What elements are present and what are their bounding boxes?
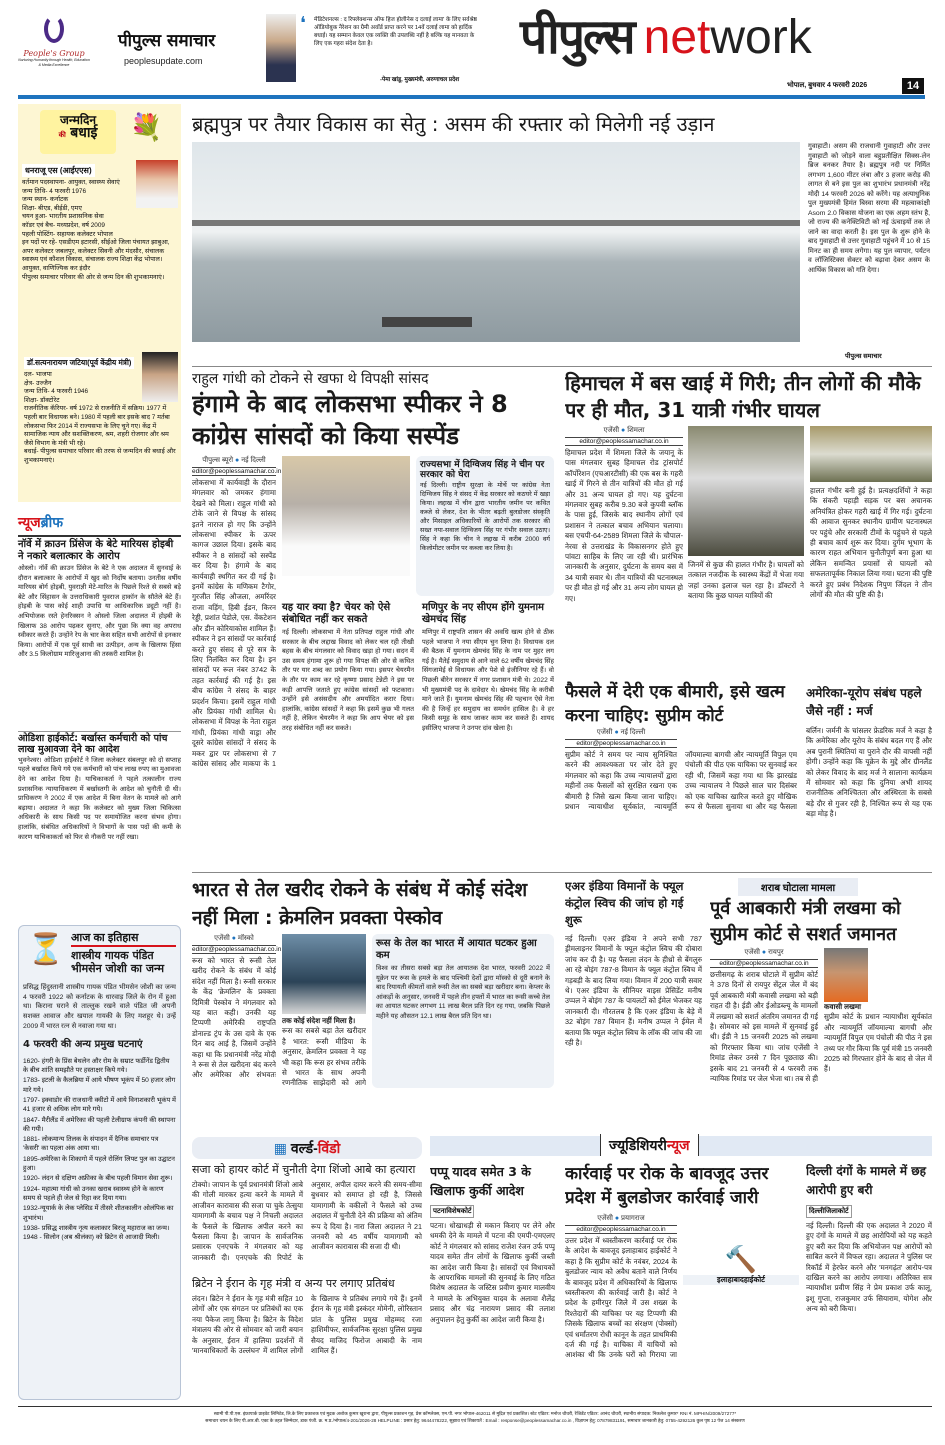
judiciary-logo-text: इलाहाबादहाईकोर्ट xyxy=(683,1275,799,1285)
header-rule xyxy=(18,95,925,99)
person2-name: डॉ.सत्यनारायण जटिया(पूर्व केंद्रीय मंत्री) xyxy=(24,357,134,369)
himachal-body-3: हालत गंभीर बनी हुई है। प्रत्यक्षदर्शियों ने कहा कि संकरी पहाड़ी सड़क पर बस अचानक अनियंत्रित होकर गहरी खाई में गिर गई। दुर्घटना की आवाज सुनकर स्थानीय ग्रामीण घटनास्थल पर पहुंचे और सरकारी टीमों के पहुंचने से पहले ही बचाव कार्य शुरू कर दिया। दुर्गम भूभाग के कारण राहत अभियान चुनौतीपूर्ण बना हुआ था लेकिन समन्वित प्रयासों से घायलों को सफलतापूर्वक निकाल लिया गया। घटना की पुष्टि करते हुए प्रबंध निदेशक निपुण जिंदल ने तीन लोगों की मौत की पुष्टि की है। xyxy=(810,486,932,600)
judiciary-body: उत्तर प्रदेश में ध्वस्तीकरण कार्रवाई पर रोक के आदेश के बावजूद इलाहाबाद हाईकोर्ट ने कहा है कि सुप्रीम कोर्ट के नवंबर, 2024 के बुलडोजर न्याय को अवैध बताने वाले निर्णय के बावजूद प्रदेश में अधिकारियों के खिलाफ ध्वस्तीकरण की कार्रवाई जारी है। कोर्ट ने प्रदेश के हमीरपुर जिले में उस शख्स के रिश्तेदारों की याचिका पर यह टिप्पणी की जिसके खिलाफ बच्चों का संरक्षण (पोक्सो) एवं धर्मांतरण रोधी कानून के तहत प्राथमिकी दर्ज की गई है। याचिका में याचियों को आशंका थी कि उनके घरों को गिराया जा xyxy=(565,1236,677,1360)
pappu-body: पटना। धोखाधड़ी से मकान किराए पर लेने और धमकी देने के मामले में पटना की एमपी-एमएलए कोर्ट ने मंगलवार को सांसद राजेश रंजन उर्फ पप्पू यादव समेत तीन लोगों के खिलाफ कुर्की जब्ती का आदेश जारी किया है। सांसदों एवं विधायकों के आपराधिक मामलों की सुनवाई के लिए गठित विशेष अदालत के जस्टिस प्रवीण कुमार मालवीय ने मामले के अभियुक्त यादव के अलावा शैलेंद्र प्रसाद और चंद्र नारायण प्रसाद की तलाश अनुपालन हेतु कुर्की का आदेश जारी किया है। xyxy=(430,1221,555,1324)
lead-headline: ब्रह्मपुत्र पर तैयार विकास का सेतु : असम की रफ्तार को मिलेगी नई उड़ान xyxy=(192,112,715,136)
masthead-hindi: पीपुल्स xyxy=(520,9,634,65)
byline-place: मॉस्को xyxy=(237,935,254,942)
us-europe-headline: अमेरिका-यूरोप संबंध पहले जैसे नहीं : मर्ज xyxy=(806,686,922,718)
digvijay-title: राज्यसभा में दिग्विजय सिंह ने चीन पर सरकार को घेरा xyxy=(420,460,545,481)
oil-import-body: विश्व का तीसरा सबसे बड़ा तेल आयातक देश भारत, फरवरी 2022 में यूक्रेन पर रूस के हमले के बाद पश्चिमी देशों द्वारा मॉस्को से दूरी बनाने के बाद रियायती कीमतों वाले रूसी तेल का सबसे बड़ा खरीदार बना। केप्लर के आंकड़ों के अनुसार, जनवरी में पहले तीन हफ्तों में भारत का रूसी कच्चे तेल का आयात घटकर लगभग 11 लाख बैरल प्रति दिन रह गया, जबकि पिछले महीने यह औसतन 12.1 लाख बैरल प्रति दिन था। xyxy=(376,965,550,1020)
history-event: 1620- हंगरी के प्रिंस बेथलेन और रोम के सम्राट फर्डीनेंड द्वितीय के बीच शांति समझौते पर हस्ताक्षर किये गये। xyxy=(23,1057,170,1075)
oil-tanker-photo xyxy=(282,934,366,1014)
birthday-box xyxy=(18,104,181,502)
person1-photo xyxy=(136,160,178,208)
birthday-title-1: जन्मदिन xyxy=(59,113,97,127)
history-event: 1797- इक्वाडोर की राजधानी क्वीटो में आये विनाशकारी भूकंप में 41 हजार से अधिक लोग मारे गये। xyxy=(23,1096,176,1114)
footer-imprint xyxy=(18,1410,932,1424)
himachal-byline: एजेंसी ● शिमला xyxy=(603,427,645,434)
bridge-photo xyxy=(192,142,800,342)
iran-sanctions-title: ब्रिटेन ने ईरान के गृह मंत्री व अन्य पर लगाए प्रतिबंध xyxy=(192,1277,395,1290)
history-event: 1847- मैरीलैंड में अमेरिका की पहली टेलीग्राफ कंपनी की स्थापना की गयी। xyxy=(23,1116,176,1133)
masthead-net: net xyxy=(643,11,711,64)
label-part2: न्यूज xyxy=(666,1137,690,1153)
air-india-body: नई दिल्ली। एअर इंडिया ने अपने सभी 787 ड्रीमलाइनर विमानों के फ्यूल कंट्रोल स्विच की दोबारा जांच कर दी है। यह फैसला लंदन के हीथ्रो से बेंगलुरु आ रहे बोइंग 787-8 विमान के फ्यूल कंट्रोल स्विच में गड़बड़ी के बाद लिया गया। विमान में 200 यात्री सवार थे। एअर इंडिया के सीनियर वाइस प्रेसिडेंट मनीष उप्पल ने बोइंग 787 के पायलटों को ईमेल भेजकर यह जानकारी दी। गौरतलब है कि एअर इंडिया के बेड़े में 32 बोइंग 787 विमान हैं। मनीष उप्पल ने ईमेल में बताया कि फ्यूल कंट्रोल स्विच के लॉक की जांच की जा रही है। xyxy=(565,934,702,1048)
history-title: शास्त्रीय गायक पंडित भीमसेन जोशी का जन्म xyxy=(71,949,165,975)
digvijay-sidebar xyxy=(416,456,554,596)
russia-body: रूस को भारत से रूसी तेल खरीद रोकने के संबंध में कोई संदेश नहीं मिला है। रूसी सरकार के केंद्र 'क्रेमलिन' के प्रवक्ता दिमित्री पेस्कोव ने मंगलवार को यह बात कही। उनकी यह टिप्पणी अमेरिकी राष्ट्रपति डोनाल्ड ट्रंप के उस दावे के एक दिन बाद आई है, जिसमें उन्होंने कहा था कि प्रधानमंत्री नरेंद्र मोदी ने रूस से तेल खरीदना बंद करने और अमेरिका और संभवतः xyxy=(192,956,276,1080)
rahul-kicker: राहुल गांधी को टोकने से खफा थे विपक्षी सांसद xyxy=(192,371,429,387)
history-body: प्रसिद्ध हिंदुस्तानी शास्त्रीय गायक पंडित भीमसेन जोशी का जन्म 4 फरवरी 1922 को कर्नाटक के धारवाड़ जिले के रोन में हुआ था। किराना घराने से ताल्लुक रखने वाले पंडित जी अपनी सशक्त आवाज और खयाल गायकी के लिए मशहूर थे। उन्हें 2009 में भारत रत्न से नवाजा गया था। xyxy=(23,984,176,1030)
byline-agency: एजेंसी xyxy=(603,427,620,434)
iran-sanctions-body: लंदन। ब्रिटेन ने ईरान के गृह मंत्री सहित 10 लोगों और एक संगठन पर प्रतिबंधों का एक नया पैकेज लागू किया है। ब्रिटेन के विदेश मंत्रालय की ओर से सोमवार को जारी बयान के अनुसार, ईरान में हालिया प्रदर्शनों में 'मानवाधिकारों के उल्लंघन' में शामिल लोगों के खिलाफ ये प्रतिबंध लगाये गये हैं। इनमें ईरान के गृह मंत्री इस्कंदर मोमेनी, लोरिस्तान प्रांत के पुलिस प्रमुख मोहम्मद रजा हाशिमीफर, सार्वजनिक सुरक्षा पुलिस प्रमुख सैयद माजिद फिरोज आबादी के नाम शामिल हैं। xyxy=(192,1294,422,1356)
rahul-email: editor@peoplessamachar.co.in xyxy=(192,468,282,475)
judiciary-byline: एजेंसी ● प्रयागराज xyxy=(597,1215,645,1222)
world-window-label xyxy=(192,1137,422,1159)
person2-block xyxy=(24,352,178,466)
judiciary-email: editor@peoplessamachar.co.in xyxy=(565,1225,677,1234)
himachal-headline: हिमाचल में बस खाई में गिरी; तीन लोगों की मौके पर ही मौत, 31 यात्री गंभीर घायल xyxy=(565,371,921,422)
birthday-title-2: की xyxy=(58,132,66,139)
pappu-story xyxy=(430,1162,555,1402)
bus-crash-photo-2 xyxy=(810,426,932,482)
divider xyxy=(192,872,932,873)
label-part2: ब्रीफ xyxy=(40,514,64,530)
peoples-group-logo xyxy=(18,15,90,85)
liquor-story xyxy=(710,878,932,1132)
brief1-title: नॉर्वे में क्राउन प्रिंसेज के बेटे मारियस होइबी ने नकारे बलात्कार के आरोप xyxy=(18,535,181,562)
delhi-riots-kicker: दिल्लीजिलाकोर्ट xyxy=(806,1205,852,1218)
russia-byline: एजेंसी ● मॉस्को xyxy=(214,935,254,942)
label-part2: विंडो xyxy=(317,1140,341,1156)
oil-import-title: रूस के तेल का भारत में आयात घटकर हुआ कम xyxy=(376,938,537,961)
russia-headline: भारत से तेल खरीद रोकने के संबंध में कोई संदेश नहीं मिला : क्रेमलिन प्रवक्ता पेस्कोव xyxy=(192,879,528,929)
page-number: 14 xyxy=(902,78,924,94)
label-part1: ज्यूडिशियरी xyxy=(609,1137,667,1153)
brief2-body: भुवनेश्वर। ओडिशा हाईकोर्ट ने जिला कलेक्टर संबलपुर को दो सप्ताह पहले बर्खास्त किये गये एक कर्मचारी को पांच लाख रुपए का मुआवजा देने का आदेश दिया है। याचिकाकर्ता ने पहले तत्कालीन राज्य प्रशासनिक न्यायाधिकरण में बर्खास्तगी के आदेश को चुनौती दी थी। प्राधिकरण ने 2002 में एक आदेश में बिना वेतन के मामले को आगे बढ़ाया। अदालत ने कहा कि कलेक्टर को मुख्य जिला चिकित्सा अधिकारी के साथ किसी पद पर समायोजित करना संभव होगा। हालांकि, संबंधित अधिकारियों ने विभागों के पास पदों की कमी के कारण याचिकाकर्ता को फिर से नौकरी पर नहीं रखा। xyxy=(18,756,181,841)
header xyxy=(0,0,945,95)
history-event: 1932-न्यूयार्क के लेक प्लेसिड में तीसरे शीतकालीन ओलंपिक का शुभारंभ। xyxy=(23,1205,174,1222)
footer-rule xyxy=(18,1406,932,1407)
history-event: 1920- लंदन से दक्षिण अफ्रीका के बीच पहली विमान सेवा शुरू। xyxy=(23,1175,173,1183)
quote-text: मेडिटेशनल्स : द रिफ्लेक्शन्स ऑफ हिज होलीनेस द दलाई लामा' के लिए सर्वश्रेष्ठ ऑडियोबुक नैरेशन का ग्रैमी अवॉर्ड प्राप्त करने पर 14वें दलाई लामा को हार्दिक बधाई। यह सम्मान केवल एक व्यक्ति की उपलब्धि नहीं है बल्कि यह मानवता के लिए एक गहरा संदेश देता है। xyxy=(314,17,477,47)
byline-place: नई दिल्ली xyxy=(241,457,266,464)
byline-place: शिमला xyxy=(627,427,645,434)
delhi-riots-story xyxy=(806,1162,932,1402)
divider xyxy=(192,366,932,367)
person1-name: धनराजू एस (आईएएस) xyxy=(22,164,95,177)
liquor-body: छत्तीसगढ़ के शराब घोटाले में सुप्रीम कोर्ट ने 378 दिनों से रायपुर सेंट्रल जेल में बंद पूर्व आबकारी मंत्री कवासी लखमा को बड़ी राहत दी है। ईडी और ईओडब्ल्यू के मामलों में लखमा को सशर्त अंतरिम जमानत दी गई है। सोमवार को इस मामले में सुनवाई हुई थी। ईडी ने 15 जनवरी 2025 को लखमा को गिरफ्तार किया था। जांच एजेंसी ने रिमांड लेकर उनसे 7 दिन पूछताछ की। इसके बाद 21 जनवरी से 4 फरवरी तक न्यायिक रिमांड पर जेल भेजा था। तब से ही xyxy=(710,970,818,1084)
masthead xyxy=(520,6,812,72)
himachal-email: editor@peoplessamachar.co.in xyxy=(565,437,683,446)
manipur-title: मणिपुर के नए सीएम होंगे युमनाम खेमचंद सिंह xyxy=(422,602,545,625)
liquor-body-2: सुप्रीम कोर्ट के प्रधान न्यायाधीश सूर्यकांत और न्यायमूर्ति जॉयमाल्या बागची और न्यायमूर्ति विपुल एम पंचोली की पीठ ने इस तथ्य पर गौर किया कि पूर्व मंत्री 15 जनवरी 2025 को गिरफ्तार होने के बाद से जेल में हैं। xyxy=(824,1012,932,1074)
pappu-kicker: पटनाविशेषकोर्ट xyxy=(430,1205,474,1218)
us-europe-body: बर्लिन। जर्मनी के चांसलर फ्रेडरिक मर्ज ने कहा है कि अमेरिका और यूरोप के संबंध बदल गए हैं और अब पुरानी स्थितियां या पुराने दौर की वापसी नहीं होगी। उन्होंने कहा कि यूक्रेन के मुद्दे और ग्रीनलैंड को लेकर विवाद के बाद मर्ज ने सालाना कार्यक्रम में सोमवार को कहा कि दुनिया अभी शायद राजनीतिक अनिश्चितता और अस्थिरता के सबसे बड़े दौर से गुजर रही है, निश्चित रूप से यह एक बड़ा मोड़ है। xyxy=(806,726,932,819)
flower-basket-icon: 💐 xyxy=(130,112,163,142)
history-event: 1924- महात्मा गांधी को उनका खराब स्वास्थ्य होने के कारण समय से पहले ही जेल से रिहा कर दिया गया। xyxy=(23,1185,164,1202)
himachal-body-2: जिनमें से कुछ की हालत गंभीर है। घायलों को तत्काल नजदीक के स्वास्थ्य केंद्रों में भेजा गया जहां उनका इलाज चल रहा है। डॉक्टरों ने बताया कि कुछ घायल यात्रियों की xyxy=(688,560,804,601)
hourglass-icon: ⏳ xyxy=(27,933,65,966)
rahul-story xyxy=(192,370,554,870)
label-part1: वर्ल्ड- xyxy=(290,1140,318,1156)
brief1-body: ओस्लो। नॉर्वे की क्राउन प्रिंसेज के बेटे ने एक अदालत में सुनवाई के दौरान बलात्कार के आरोपों में खुद को निर्दोष बताया। उनतीस वर्षीय मारियस बोर्ग होइबी, युवराज्ञी मेटे-मारित के पिछले रिश्ते से सबसे बड़े बेटे और सिंहासन के उत्तराधिकारी युवराज हाकॉन के सौतेले बेटे हैं। होइबी के पास कोई शाही उपाधि या आधिकारिक ड्यूटी नहीं है। अभियोजक रस्ते हेनरिक्सन ने ओस्लो जिला अदालत में होइबी के खिलाफ 38 आरोप पढ़कर सुनाए, और पूछा कि क्या वह अपराध स्वीकार करते हैं। उन्होंने रेप के चार केस सहित सभी आरोपों से इनकार किया। आरोपों में एक पूर्व साथी का उत्पीड़न, अन्य के खिलाफ हिंसा और 3.5 किलोग्राम मारिजुआना की तस्करी शामिल है। xyxy=(18,565,181,659)
judiciary-headline: कार्रवाई पर रोक के बावजूद उत्तर प्रदेश में बुलडोजर कार्रवाई जारी xyxy=(565,1164,769,1208)
yaar-body: नई दिल्ली। लोकसभा में नेता प्रतिपक्ष राहुल गांधी और सरकार के बीच लद्दाख विवाद को लेकर चल रही तीखी बहस के बीच मंगलवार को विवाद खड़ा हो गया। सदन में उस समय हंगामा शुरू हो गया विपक्ष की ओर से कथित तौर पर यार शब्द का प्रयोग किया गया। इसपर चेयरमैन के तौर पर काम कर रहे कृष्णा प्रसाद टेन्नेटी ने इस पर कड़ी आपत्ति जताते हुए कांग्रेस सांसदों को फटकारा। उन्होंने इसे असंसदीय और अमर्यादित करार दिया। हालांकि, कांग्रेस सांसदों ने कहा कि इसमें कुछ भी गलत नहीं है, लेकिन चेयरमैन ने कहा कि आप चेयर को इस तरह संबोधित नहीं कर सकते। xyxy=(282,629,414,732)
person1-block xyxy=(22,160,178,282)
label-part1: न्यूज xyxy=(18,514,41,530)
boat xyxy=(382,317,472,327)
history-event: 1881- लोकमान्य तिलक के संपादन में दैनिक समाचार पत्र 'केसरी' का पहला अंक आया था। xyxy=(23,1136,159,1153)
news-brief xyxy=(18,513,181,923)
delhi-riots-headline: दिल्ली दंगों के मामले में छह आरोपी हुए बरी xyxy=(806,1164,927,1197)
bridge-deck xyxy=(192,220,800,226)
history-label: आज का इतिहास xyxy=(71,930,176,947)
byline-agency: एजेंसी xyxy=(596,729,613,736)
liquor-email: editor@peoplessamachar.co.in xyxy=(710,959,818,968)
liquor-kicker: शराब घोटाला मामला xyxy=(738,878,858,896)
quote-author: -पेमा खांडू, मुख्यमंत्री, अरुणाचल प्रदेश xyxy=(380,77,460,83)
footer-line-2: समाचार चयन के लिए पी.आर.बी. एक्ट के तहत जिम्मेदार, डाक पंजी. क्र. म.प्र./भोपाल/4-201/2026-28 HELPLINE : प्रसार हेतु: 9644478222, सुझाव एवं शिकायतें : Email : response@peoplessamachar.co.in , विज्ञापन हेतु: 07879831191, समाचार जानकारी हेतु: 0755-4292126 कुल पृष्ठ 12 पेज 14 संस्करण xyxy=(205,1418,745,1423)
world-window xyxy=(192,1137,422,1403)
us-europe-story xyxy=(806,684,932,870)
liquor-headline: पूर्व आबकारी मंत्री लखमा को सुप्रीम कोर्ट से सशर्त जमानत xyxy=(710,898,901,945)
manipur-body: मणिपुर में राष्ट्रपति शासन की अवधि खत्म होने से ठीक पहले भाजपा ने नया सीएम चुन लिया है। विधायक दल की बैठक में युमनाम खेमचंद सिंह के नाम पर मुहर लग गई है। मैतेई समुदाय से आने वाले 62 वर्षीय खेमचंद सिंह सिंगजामेई से विधायक और पेशे से इंजीनियर रहे हैं। वो पिछली बीरेन सरकार में नगर प्रशासन मंत्री थे। 2022 में भी मुख्यमंत्री पद के दावेदार थे। खेमचंद सिंह के करीबी माने जाते हैं। युमनाम खेमचंद सिंह की पहचान ऐसे नेता की है जिन्हें हर समुदाय का समर्थन हासिल है। वे हर किसी समूह के साथ जाकर काम कर सकते हैं। शायद इसीलिए भाजपा ने उनपर दांव खेला है। xyxy=(422,629,554,732)
rahul-body: लोकसभा में कार्यवाही के दौरान मंगलवार को जमकर हंगामा देखने को मिला। राहुल गांधी को टोके जाने से विपक्ष के सांसद इतने नाराज हो गए कि उन्होंने लोकसभा स्पीकर के ऊपर कागज उछाल दिया। इसके बाद स्पीकर ने 8 सांसदों को सस्पेंड कर दिया है। हंगामे के बाद कार्यवाही स्थगित कर दी गई है। इनमें कांग्रेस के मणिकम टैगोर, गुरजीत सिंह औजला, अमरिंदर राजा वड़िंग, हिबी ईडन, किरन रेड्डी, प्रशांत पेडोले, एस. वेंकटेशन और डीन कोरियाकोस शामिल हैं। स्पीकर ने इन सांसदों पर कार्रवाई करते हुए संसद से पूरे सत्र के लिए निलंबित कर दिया है। इन सांसदों पर रूल नंबर 3742 के तहत कार्रवाई की गई है। इस बीच कांग्रेस ने संसद के बाहर प्रदर्शन किया। इसमें राहुल गांधी और प्रियंका गांधी शामिल थे। लोकसभा में विपक्ष के नेता राहुल गांधी, प्रियंका गांधी वाड्रा और दूसरे कांग्रेस सांसदों ने संसद के मकर द्वार पर लोकसभा से 7 कांग्रेस सांसद और माकपा के 1 xyxy=(192,478,276,768)
news-brief-label xyxy=(18,513,181,532)
sc-byline: एजेंसी ● नई दिल्ली xyxy=(596,729,646,736)
group-name: People's Group xyxy=(23,49,85,58)
byline-place: प्रयागराज xyxy=(621,1215,645,1222)
footer-line-1: स्वामी पी.पी.एस. इंफ्रापार्क प्राइवेट लिमिटेड, लि.के लिए प्रकाशक एवं मुद्रक अशोक कुमार खुराना द्वारा, पीपुल्स प्रकाशन गृह, प्रेस कॉम्प्लेक्स, एम.पी. नगर भोपाल-462011 से मुद्रित एवं प्रकाशित। स्टेट एडिटर: मनोज चौधरी, रेजिडेंट एडिटर: आनंद चौधरी, स्थानीय संपादक: निकलेश कुमार* RNI नं. MPHIN/2009/27277* xyxy=(213,1411,737,1416)
birthday-title-3: बधाई xyxy=(70,124,98,140)
russia-body-2: रूस का सबसे बड़ा तेल खरीदार है भारत: रूसी मीडिया के अनुसार, क्रेमलिन प्रवक्ता ने यह भी कहा कि रूस हर संभव तरीके से भारत के साथ अपनी रणनीतिक साझेदारी को आगे xyxy=(282,1026,366,1088)
person2-photo xyxy=(142,352,178,402)
lakhma-caption: कवासी लखमा xyxy=(824,1002,862,1011)
oil-import-sidebar xyxy=(372,934,554,1088)
person2-details: दल- भाजपा क्षेत्र- उज्जैन जन्म तिथि- 4 फरवरी 1946 शिक्षा- डॉक्टोरेट राजनीतिक कॅरियर- वर्ष 1972 से राजनीति में सक्रिय। 1977 में पहली बार विधायक बने। 1980 में पहली बार इसके बाद 7 मर्तबा लोकसभा फिर 2014 में राज्यसभा के लिए चुने गए। केंद्र में सामाजिक न्याय और सशक्तिकरण, श्रम, शहरी रोजगार और श्रम जैसे विभाग के मंत्री भी रहे। बधाई- पीपुल्स समाचार परिवार की तरफ से जन्मदिन की बधाई और शुभकामनाएं। xyxy=(24,371,176,464)
russia-email: editor@peoplessamachar.co.in xyxy=(192,946,282,953)
history-event: 1938- प्रसिद्ध शास्त्रीय नृत्य कलाकार बिरजू महाराज का जन्म। 1948 - सिलोन (अब श्रीलंका) को ब्रिटेन से आजादी मिली। xyxy=(23,1224,170,1242)
russia-caption: तक कोई संदेश नहीं मिला है। xyxy=(282,1016,356,1025)
gavel-icon: 🔨 xyxy=(724,1244,758,1274)
globe-icon: ▦ xyxy=(273,1140,287,1156)
russia-story xyxy=(192,876,554,1132)
events-title: 4 फरवरी की अन्य प्रमुख घटनाएं xyxy=(23,1039,143,1051)
judiciary-label xyxy=(600,1134,699,1156)
group-tagline: Nurturing Humanity through Health, Education & Media Excellence xyxy=(18,58,90,67)
byline-agency: एजेंसी xyxy=(214,935,230,942)
group-emblem-icon xyxy=(44,15,64,43)
sc-body: सुप्रीम कोर्ट ने समय पर न्याय सुनिश्चित करने की आवश्यकता पर जोर देते हुए मंगलवार को कहा कि उच्च न्यायालयों द्वारा महीनों तक फैसलों को सुरक्षित रखना एक बीमारी है जिसे खत्म किया जाना चाहिए। प्रधान न्यायाधीश सूर्यकांत, न्यायमूर्ति जॉयमाल्या बागची और न्यायमूर्ति विपुल एम पंचोली की पीठ एक याचिका पर सुनवाई कर रही थी, जिसमें कहा गया था कि झारखंड उच्च न्यायालय ने पिछले साल चार दिसंबर को एक याचिका खारिज करते हुए मौखिक रूप से फैसला सुनाया था और यह फैसला xyxy=(565,750,797,812)
rahul-headline: हंगामे के बाद लोकसभा स्पीकर ने 8 कांग्रेस सांसदों को किया सस्पेंड xyxy=(192,390,508,450)
yaar-title: यह यार क्या है? चेयर को ऐसे संबोधित नहीं कर सकते xyxy=(282,602,391,625)
rahul-byline: पीपुल्स ब्यूरो ● नई दिल्ली xyxy=(202,457,266,464)
himachal-body: हिमाचल प्रदेश में शिमला जिले के जयानू के पास मंगलवार सुबह हिमाचल रोड ट्रांसपोर्ट कॉर्पोरेशन (एचआरटीसी) की एक बस के गहरी खाई में गिरने से तीन यात्रियों की मौत हो गई और 31 अन्य घायल हो गए। यह दुर्घटना मंगलवार सुबह करीब 9.30 बजे कुपवी ब्लॉक के पास हुई, जिसके बाद स्थानीय लोगों एवं प्रशासन ने तत्काल बचाव अभियान चलाया। बस एचपी-64-2589 शिमला जिले के चौपाल-नेरवा से उत्तराखंड के विकासनगर होते हुए पांवटा साहिब के लिए जा रही थी। प्रारंभिक जानकारी के अनुसार, दुर्घटना के समय बस में 34 यात्री सवार थे। तीन यात्रियों की घटनास्थल पर ही मौत हो गई और 31 अन्य लोग घायल हो गए। xyxy=(565,448,683,603)
sc-headline: फैसले में देरी एक बीमारी, इसे खत्म करना चाहिए: सुप्रीम कोर्ट xyxy=(565,682,785,726)
samachar-logo: पीपुल्स समाचार xyxy=(118,31,216,51)
quote-author-photo xyxy=(266,14,296,82)
liquor-byline: एजेंसी ● रायपुर xyxy=(744,949,784,956)
events-list xyxy=(23,1057,176,1243)
sc-story xyxy=(565,680,797,870)
history-event: 1895-अमेरिका के शिकागो में पहले रोलिंग लिफ्ट पुल का उद्घाटन हुआ। xyxy=(23,1155,175,1173)
abe-body: टोक्यो। जापान के पूर्व प्रधानमंत्री शिंजो आबे की गोली मारकर हत्या करने के मामले में आजीवन कारावास की सजा पा चुके तेत्सुया यामागामी के बचाव पक्ष ने निचली अदालत के फैसले के खिलाफ अपील करने का फैसला किया है। जापान के सार्वजनिक प्रसारक एनएचके ने मंगलवार को यह जानकारी दी। एनएचके की रिपोर्ट के अनुसार, अपील दायर करने की समय-सीमा बुधवार को समाप्त हो रही है, जिससे यामागामी के वकीलों ने फैसले को उच्च अदालत में चुनौती देने की प्रक्रिया को अंतिम रूप दे दिया है। नारा जिला अदालत ने 21 जनवरी को 45 वर्षीय यामागामी को आजीवन कारावास की सजा दी थी। xyxy=(192,1180,422,1262)
lead-body: गुवाहाटी। असम की राजधानी गुवाहाटी और उत्तर गुवाहाटी को जोड़ने वाला बहुप्रतीक्षित सिक्स-लेन ब्रिज बनकर तैयार है। ब्रह्मपुत्र नदी पर निर्मित लगभग 1,600 मीटर लंबा और 3 हजार करोड़ की लागत से बने इस पुल का शुभारंभ प्रधानमंत्री नरेंद्र मोदी 14 फरवरी 2026 को करेंगे। यह अत्याधुनिक पुल मुख्यमंत्री हिमंत बिस्वा सरमा की महत्वाकांक्षी Asom 2.0 विकास योजना का एक अहम स्तंभ है, जो राज्य की कनेक्टिविटी को नई ऊंचाइयों तक ले जाने का वादा करती है। इस पुल के शुरू होने के बाद गुवाहाटी से उत्तर गुवाहाटी पहुंचने में 10 से 15 मिनट का ही समय लगेगा। यह पुल व्यापार, पर्यटन व लॉजिस्टिक्स सेक्टर को बढ़ावा देकर असम के आर्थिक विकास को गति देगा। xyxy=(808,143,930,274)
lakhma-photo xyxy=(824,948,868,1002)
air-india-headline: एअर इंडिया विमानों के फ्यूल कंट्रोल स्विच की जांच हो गई शुरू xyxy=(565,879,684,927)
byline-agency: एजेंसी xyxy=(744,949,760,956)
lead-credit: पीपुल्स समाचार xyxy=(845,353,882,360)
birthday-title xyxy=(40,110,116,154)
history-box xyxy=(18,925,181,1400)
byline-agency: पीपुल्स ब्यूरो xyxy=(202,457,234,464)
byline-place: नई दिल्ली xyxy=(620,729,646,736)
byline-agency: एजेंसी xyxy=(597,1215,613,1222)
history-event: 1783- इटली के कैलब्रिया में आये भीषण भूकंप में 50 हजार लोग मारे गये। xyxy=(23,1077,176,1094)
abe-title: सजा को हायर कोर्ट में चुनौती देगा शिंजो आबे का हत्यारा xyxy=(192,1163,416,1176)
website-link[interactable]: peoplesupdate.com xyxy=(124,56,203,66)
air-india-story xyxy=(565,878,702,1132)
masthead-work: work xyxy=(710,11,812,64)
pappu-headline: पप्पू यादव समेत 3 के खिलाफ कुर्की आदेश xyxy=(430,1164,531,1198)
bus-crash-photo-1 xyxy=(688,426,804,556)
judiciary-story xyxy=(565,1162,799,1402)
himachal-story xyxy=(565,370,932,675)
rahul-photo xyxy=(282,456,410,576)
quote-mark-icon: ❛ xyxy=(300,13,306,34)
byline-place: रायपुर xyxy=(768,949,784,956)
brief2-title: ओडिशा हाईकोर्ट: बर्खास्त कर्मचारी को पांच लाख मुआवजा देने का आदेश xyxy=(18,731,181,756)
digvijay-body: नई दिल्ली। राष्ट्रीय सुरक्षा के मोर्चे पर कांग्रेस नेता दिग्विजय सिंह ने संसद में केंद्र सरकार को कठघरे में खड़ा किया। लद्दाख में चीन द्वारा भारतीय जमीन पर कथित कब्जे से लेकर, देश के भीतर बढ़ती बुलडोजर संस्कृति और मिसाइल अधिकारियों के आरोपों तक सरकार की सख्त नया-सवाल दिग्विजय सिंह पर गंभीर सवाल उठाए। सिंह ने कहा कि चीन ने लद्दाख में करीब 2000 वर्ग किलोमीटर जमीन पर कब्जा कर लिया है। xyxy=(420,481,550,552)
delhi-riots-body: नई दिल्ली। दिल्ली की एक अदालत ने 2020 में हुए दंगों के मामले में छह आरोपियों को यह कहते हुए बरी कर दिया कि अभियोजन पक्ष आरोपों को साबित करने में विफल रहा। अदालत ने पुलिस पर रिकॉर्ड में हेरफेर करने और 'मनगढ़ंत' आरोप-पत्र दाखिल करने का आरोप लगाया। अतिरिक्त सत्र न्यायाधीश प्रवीण सिंह ने प्रेम प्रकाश उर्फ कालू, इशू गुप्ता, राजकुमार उर्फ सियाराम, योगेश और अन्य को बरी किया। xyxy=(806,1221,932,1314)
sc-email: editor@peoplessamachar.co.in xyxy=(565,739,677,748)
person1-details: वर्तमान पदस्थापना- आयुक्त, स्वास्थ्य सेवाएं जन्म तिथि- 4 फरवरी 1976 जन्म स्थान- कर्नाटक शिक्षा- बीएड, बीईडी, एमए चयन हुआ- भारतीय प्रशासनिक सेवा कॉडर एवं बैच- मध्यप्रदेश, वर्ष 2009 पहली पोस्टिंग- सहायक कलेक्टर भोपाल इन पदों पर रहे- एसडीएम इटारसी, सीईओ जिला पंचायत झाबुआ, अपर कलेक्टर जबलपुर, कलेक्टर सिवनी और मंदसौर, संचालक स्वास्थ्य एवं कौशल विकास, संचालक राज्य शिक्षा केंद्र भोपाल। आयुक्त, वाणिज्यिक कर इंदौर पीपुल्स समाचार परिवार की ओर से जन्म दिन की शुभकामनाएं। xyxy=(22,179,170,281)
dateline: भोपाल, बुधवार 4 फरवरी 2026 xyxy=(787,82,868,89)
